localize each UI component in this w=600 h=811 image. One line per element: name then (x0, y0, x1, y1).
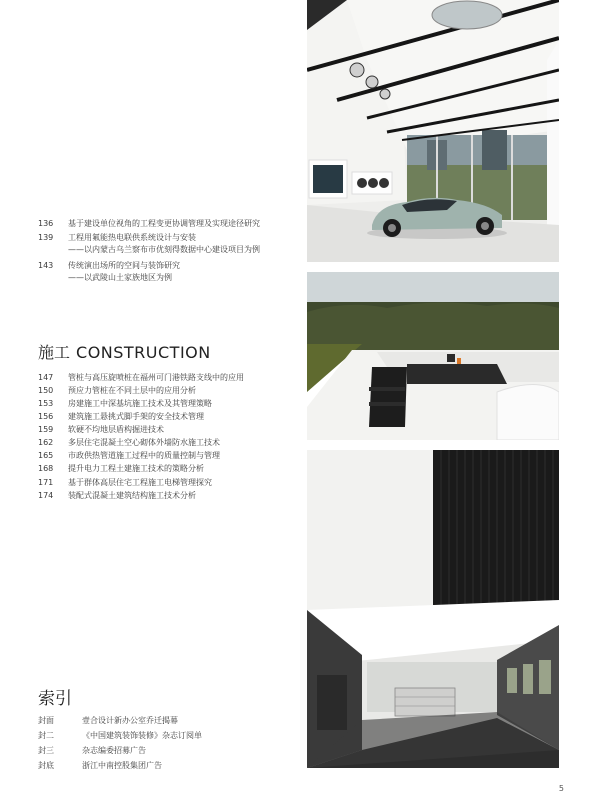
toc-entry[interactable] (38, 490, 196, 502)
index-entry[interactable] (38, 715, 178, 727)
toc-title: 市政供热管道施工过程中的质量控制与管理 (68, 451, 220, 460)
toc-title: 管桩与高压旋喷桩在福州可门港铁路支线中的应用 (68, 373, 244, 382)
index-text: 浙江中南控股集团广告 (82, 761, 162, 770)
index-text: 《中国建筑装饰装修》杂志订阅单 (82, 731, 202, 740)
toc-title: 基于群体高层住宅工程施工电梯管理探究 (68, 478, 212, 487)
toc-title: 工程用氟能热电联供系统设计与安装 (68, 233, 196, 242)
index-text: 杂志编委招募广告 (82, 746, 146, 755)
toc-title: 基于建设单位视角的工程变更协调管理及实现途径研究 (68, 219, 260, 228)
toc-entry[interactable] (38, 218, 260, 230)
gallery-illustration (307, 450, 559, 768)
toc-page-number: 174 (38, 491, 54, 500)
section-title-en: CONSTRUCTION (76, 343, 211, 362)
section-title-index: 索引 (38, 689, 72, 709)
toc-entry[interactable] (38, 450, 220, 462)
photo-gallery-interior (307, 450, 559, 768)
toc-page-number: 143 (38, 261, 54, 270)
toc-title: 房建施工中深基坑施工技术及其管理策略 (68, 399, 212, 408)
index-label: 封底 (38, 761, 54, 770)
toc-page-number: 136 (38, 219, 54, 228)
toc-title: 软硬不均地层盾构掘进技术 (68, 425, 164, 434)
toc-title: 多层住宅混凝土空心砌体外墙防水施工技术 (68, 438, 220, 447)
photo-rooftop-terrace (307, 272, 559, 440)
toc-page-number: 153 (38, 399, 54, 408)
index-text: 壹合设计新办公室乔迁揭幕 (82, 716, 178, 725)
toc-title: 预应力管桩在不同土层中的应用分析 (68, 386, 196, 395)
toc-entry[interactable] (38, 372, 244, 384)
toc-entry[interactable] (38, 411, 204, 423)
toc-title: 提升电力工程土建施工技术的策略分析 (68, 464, 204, 473)
index-entry[interactable] (38, 760, 162, 772)
photo-car-showroom (307, 0, 559, 262)
toc-page-number: 156 (38, 412, 54, 421)
toc-title: 传统演出场所的空间与装饰研究 (68, 261, 180, 270)
toc-entry[interactable] (38, 437, 220, 449)
toc-page-number: 147 (38, 373, 54, 382)
section-title-construction (38, 340, 211, 363)
toc-entry[interactable] (38, 385, 196, 397)
car-showroom-illustration (307, 0, 559, 262)
index-label: 封三 (38, 746, 54, 755)
toc-title: 装配式混凝土建筑结构施工技术分析 (68, 491, 196, 500)
index-label: 封二 (38, 731, 54, 740)
toc-title: 建筑施工悬挑式脚手架的安全技术管理 (68, 412, 204, 421)
toc-entry[interactable] (38, 398, 212, 410)
page-number: 5 (558, 784, 564, 793)
toc-page-number: 165 (38, 451, 54, 460)
toc-page-number: 150 (38, 386, 54, 395)
rooftop-illustration (307, 272, 559, 440)
toc-page-number: 162 (38, 438, 54, 447)
toc-page-number: 171 (38, 478, 54, 487)
toc-entry[interactable] (38, 463, 204, 475)
toc-entry[interactable] (38, 260, 180, 284)
toc-entry[interactable] (38, 232, 260, 256)
index-entry[interactable] (38, 745, 146, 757)
toc-entry[interactable] (38, 424, 164, 436)
section-title-cn: 施工 (38, 343, 71, 362)
toc-page-number: 159 (38, 425, 54, 434)
toc-page-number: 139 (38, 233, 54, 242)
toc-subtitle: ——以内蒙古乌兰察布市优刻得数据中心建设项目为例 (68, 245, 260, 254)
toc-entry[interactable] (38, 477, 212, 489)
toc-subtitle: ——以武陵山土家族地区为例 (68, 273, 172, 282)
toc-page-number: 168 (38, 464, 54, 473)
index-label: 封面 (38, 716, 54, 725)
index-entry[interactable] (38, 730, 202, 742)
